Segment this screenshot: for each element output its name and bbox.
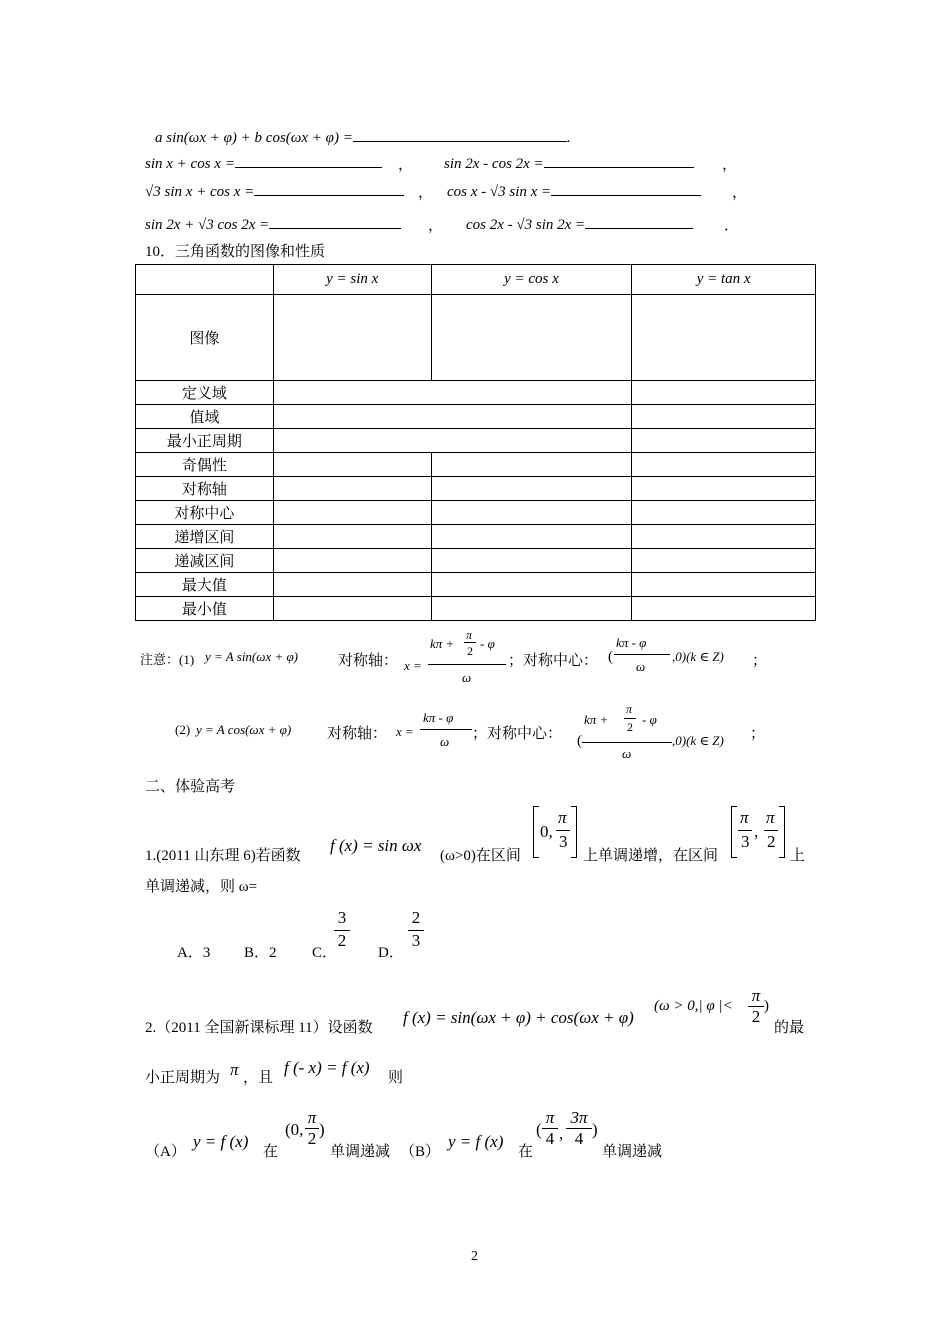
q1-option-d: D． [378, 945, 404, 961]
note-2-axis-label: 对称轴： [327, 726, 388, 742]
table-cell [632, 477, 816, 501]
table-row [136, 597, 816, 621]
table-cell [632, 295, 816, 381]
frac-line [624, 718, 636, 719]
comma: ， [398, 157, 414, 173]
identity-line-1 [155, 127, 571, 147]
table-cell [431, 597, 632, 621]
identity-3b-expr: cos x - √3 sin x = [447, 184, 552, 200]
table-row [136, 405, 816, 429]
row-label-min: 最小值 [136, 597, 274, 621]
q2-text-and: ，且 [243, 1070, 274, 1086]
note-1-axis-num-b: - φ [480, 636, 495, 651]
row-label-center: 对称中心 [136, 501, 274, 525]
q2-option-a-fraction [305, 1108, 319, 1149]
page-number: 2 [471, 1249, 478, 1264]
note-1-axis-two: 2 [467, 644, 473, 658]
table-row [136, 453, 816, 477]
table-cell [273, 597, 431, 621]
row-label-domain: 定义域 [136, 381, 274, 405]
note-2-function: y = A cos(ωx + φ) [196, 722, 292, 737]
frac-line [614, 654, 670, 655]
q1-interval-2-den-b: 2 [767, 832, 776, 851]
q2-option-b-label: （B） [400, 1144, 441, 1160]
q2-condition-den: 2 [748, 1006, 764, 1027]
q1-text-decreasing: 单调递减，则 ω= [145, 879, 258, 895]
q2-option-b-fraction-2 [566, 1108, 592, 1149]
table-cell [632, 573, 816, 597]
table-cell [431, 501, 632, 525]
q2-option-b-zai: 在 [518, 1144, 534, 1160]
frac-line [582, 742, 672, 743]
q1-option-c-num: 3 [337, 908, 347, 927]
table-cell [273, 573, 431, 597]
note-1-center-label: ；对称中心： [508, 653, 599, 669]
q1-text-on: 上 [790, 848, 806, 864]
table-cell [431, 453, 632, 477]
q2-option-a-zai: 在 [263, 1144, 279, 1160]
note-2-center-open: ( [577, 733, 582, 749]
table-cell [273, 405, 631, 429]
note-1-prefix: 注意：(1) [140, 652, 195, 667]
q1-interval-2-den-a: 3 [741, 832, 750, 851]
q2-condition-pi: π [751, 986, 761, 1005]
col-header-cos: y = cos x [431, 265, 632, 295]
q2-option-b-den-2: 4 [566, 1128, 592, 1149]
q1-condition: (ω>0)在区间 [440, 848, 521, 864]
table-cell [273, 429, 631, 453]
q1-intro: 1.(2011 山东理 6)若函数 [145, 848, 301, 864]
table-row [136, 381, 816, 405]
q1-option-d-num: 2 [411, 908, 421, 927]
table-row [136, 525, 816, 549]
note-1-axis-num-a: kπ + [430, 636, 455, 651]
table-cell [273, 549, 431, 573]
row-label-parity: 奇偶性 [136, 453, 274, 477]
properties-table [135, 264, 816, 621]
row-label-period: 最小正周期 [136, 429, 274, 453]
q2-option-a-den: 2 [305, 1128, 319, 1149]
q2-option-b-close: ) [592, 1120, 598, 1139]
q1-interval-2 [731, 806, 785, 858]
frac-line [464, 642, 476, 643]
table-header-row [136, 265, 816, 295]
period: . [566, 130, 571, 146]
q1-text-increasing: 上单调递增，在区间 [583, 848, 719, 864]
identity-line-4b [466, 214, 693, 234]
identity-line-3 [145, 181, 404, 201]
q1-interval-2-pi-b: π [766, 808, 775, 827]
answer-blank [353, 127, 567, 142]
col-header-tan: y = tan x [632, 265, 816, 295]
q2-intro: 2.（2011 全国新课标理 11）设函数 [145, 1020, 373, 1036]
table-cell [273, 477, 431, 501]
identity-4b-expr: cos 2x - √3 sin 2x = [466, 217, 586, 233]
q2-option-a-pi: π [307, 1108, 317, 1127]
q2-option-b-den-1: 4 [542, 1128, 558, 1149]
table-row [136, 429, 816, 453]
q1-option-c-den: 2 [334, 930, 350, 951]
identity-2b-expr: sin 2x - cos 2x = [444, 156, 544, 172]
note-2-center-label: ；对称中心： [472, 726, 563, 742]
table-cell [431, 525, 632, 549]
row-label-decreasing: 递减区间 [136, 549, 274, 573]
q2-option-b-decreasing: 单调递减 [602, 1144, 663, 1160]
frac-line [428, 664, 506, 665]
table-cell [273, 501, 431, 525]
table-cell [273, 453, 431, 477]
table-cell [273, 295, 431, 381]
note-2-center-two: 2 [627, 720, 633, 734]
table-cell [632, 381, 816, 405]
identity-2a-expr: sin x + cos x = [145, 156, 235, 172]
comma: ， [418, 185, 434, 201]
q1-option-d-den: 3 [408, 930, 424, 951]
answer-blank [254, 181, 404, 196]
bracket-right [571, 806, 577, 858]
identity-1-expr: a sin(ωx + φ) + b cos(ωx + φ) = [155, 130, 353, 146]
q1-interval-1-start: 0, [540, 822, 553, 841]
table-cell [632, 549, 816, 573]
period: ． [724, 218, 740, 234]
note-2-axis-num: kπ - φ [423, 710, 454, 725]
q1-option-d-fraction [408, 908, 424, 951]
table-row [136, 501, 816, 525]
q2-even-condition: f (- x) = f (x) [284, 1058, 370, 1077]
table-cell [632, 405, 816, 429]
answer-blank [585, 214, 693, 229]
q2-option-b-comma: , [559, 1124, 564, 1143]
identity-4a-expr: sin 2x + √3 cos 2x = [145, 217, 270, 233]
q1-interval-1-den: 3 [559, 832, 568, 851]
table-cell [632, 525, 816, 549]
q2-option-b-fraction-1 [542, 1108, 558, 1149]
comma: ， [732, 185, 748, 201]
note-2-center-omega: ω [622, 746, 632, 761]
q2-condition-fraction [748, 986, 764, 1027]
answer-blank [235, 153, 382, 168]
table-cell [431, 295, 632, 381]
note-1-center-fraction [614, 635, 670, 679]
note-1-axis-label: 对称轴： [338, 653, 399, 669]
q2-option-a-decreasing: 单调递减 [330, 1144, 391, 1160]
row-label-axis: 对称轴 [136, 477, 274, 501]
bracket-left [533, 806, 539, 858]
note-1-center-omega: ω [636, 659, 646, 674]
table-row [136, 549, 816, 573]
q2-text-then: 则 [388, 1070, 404, 1086]
note-1-axis-pi: π [466, 628, 473, 642]
note-2-center-fraction [582, 702, 674, 764]
answer-blank [551, 181, 701, 196]
note-1-center-num: kπ - φ [616, 635, 647, 650]
row-label-increasing: 递增区间 [136, 525, 274, 549]
note-2-axis-omega: ω [440, 734, 450, 749]
note-2-center-tail: ,0)(k ∈ Z) [672, 733, 724, 748]
semicolon: ； [752, 653, 768, 669]
frac-line [420, 729, 472, 730]
q2-option-a-label: （A） [145, 1144, 186, 1160]
q2-text-period: 小正周期为 [145, 1070, 221, 1086]
table-row [136, 573, 816, 597]
row-label-range: 值域 [136, 405, 274, 429]
answer-blank [269, 214, 401, 229]
answer-blank [544, 153, 694, 168]
q1-interval-2-comma: , [754, 822, 759, 841]
table-cell [632, 429, 816, 453]
q2-option-a-function: y = f (x) [193, 1132, 249, 1151]
note-1-center-open: ( [608, 649, 613, 665]
q1-interval-2-pi-a: π [740, 808, 749, 827]
q1-option-b: B．2 [244, 945, 277, 961]
q1-interval-1 [533, 806, 579, 858]
q2-condition-a: (ω > 0,| φ |< [654, 998, 733, 1014]
comma: ， [428, 218, 444, 234]
table-row [136, 477, 816, 501]
q1-interval-1-pi: π [558, 808, 567, 827]
q2-condition-close: ) [764, 998, 769, 1014]
q2-option-b-num-2: 3π [570, 1108, 588, 1127]
row-label-graph: 图像 [136, 295, 274, 381]
frac-line [738, 830, 752, 831]
bracket-left [731, 806, 737, 858]
identity-line-2b [444, 153, 694, 173]
q2-text-zui: 的最 [774, 1020, 805, 1036]
row-label-max: 最大值 [136, 573, 274, 597]
table-cell [632, 501, 816, 525]
note-2-center-num-b: - φ [642, 712, 657, 727]
section-10-title: 10．三角函数的图像和性质 [145, 244, 326, 260]
frac-line [556, 830, 570, 831]
q1-option-c: C． [312, 945, 338, 961]
note-1-axis-omega: ω [462, 670, 472, 685]
table-corner-cell [136, 265, 274, 295]
note-1-axis-x: x = [404, 658, 422, 673]
note-2-prefix: (2) [175, 722, 191, 737]
identity-line-2 [145, 153, 382, 173]
comma: ， [722, 157, 738, 173]
q2-option-a-interval-start: (0, [285, 1120, 304, 1139]
table-cell [273, 525, 431, 549]
q2-option-b-num-1: π [545, 1108, 555, 1127]
table-cell [632, 453, 816, 477]
identity-line-3b [447, 181, 701, 201]
col-header-sin: y = sin x [273, 265, 431, 295]
semicolon: ； [750, 726, 766, 742]
table-cell [431, 549, 632, 573]
q2-option-b-open: ( [536, 1120, 542, 1139]
q2-option-b-function: y = f (x) [448, 1132, 504, 1151]
q2-option-a-interval-end: ) [319, 1120, 325, 1139]
table-cell [431, 573, 632, 597]
note-2-center-num-a: kπ + [584, 712, 609, 727]
note-1-function: y = A sin(ωx + φ) [205, 649, 299, 664]
note-2-axis-x: x = [396, 724, 414, 739]
q1-function: f (x) = sin ωx [330, 836, 422, 855]
frac-line [764, 830, 778, 831]
bracket-right [779, 806, 785, 858]
q2-pi: π [230, 1060, 239, 1079]
table-cell [632, 597, 816, 621]
table-cell [431, 477, 632, 501]
q2-function: f (x) = sin(ωx + φ) + cos(ωx + φ) [403, 1008, 634, 1027]
table-cell [273, 381, 631, 405]
note-1-axis-fraction [428, 628, 506, 688]
identity-3a-expr: √3 sin x + cos x = [145, 184, 255, 200]
table-row [136, 295, 816, 381]
note-2-center-pi: π [626, 702, 633, 716]
q1-option-c-fraction [334, 908, 350, 951]
note-1-center-tail: ,0)(k ∈ Z) [672, 649, 724, 664]
note-2-axis-fraction [420, 710, 472, 754]
q1-option-a: A．3 [177, 945, 211, 961]
identity-line-4 [145, 214, 401, 234]
section-2-title: 二、体验高考 [145, 779, 236, 795]
